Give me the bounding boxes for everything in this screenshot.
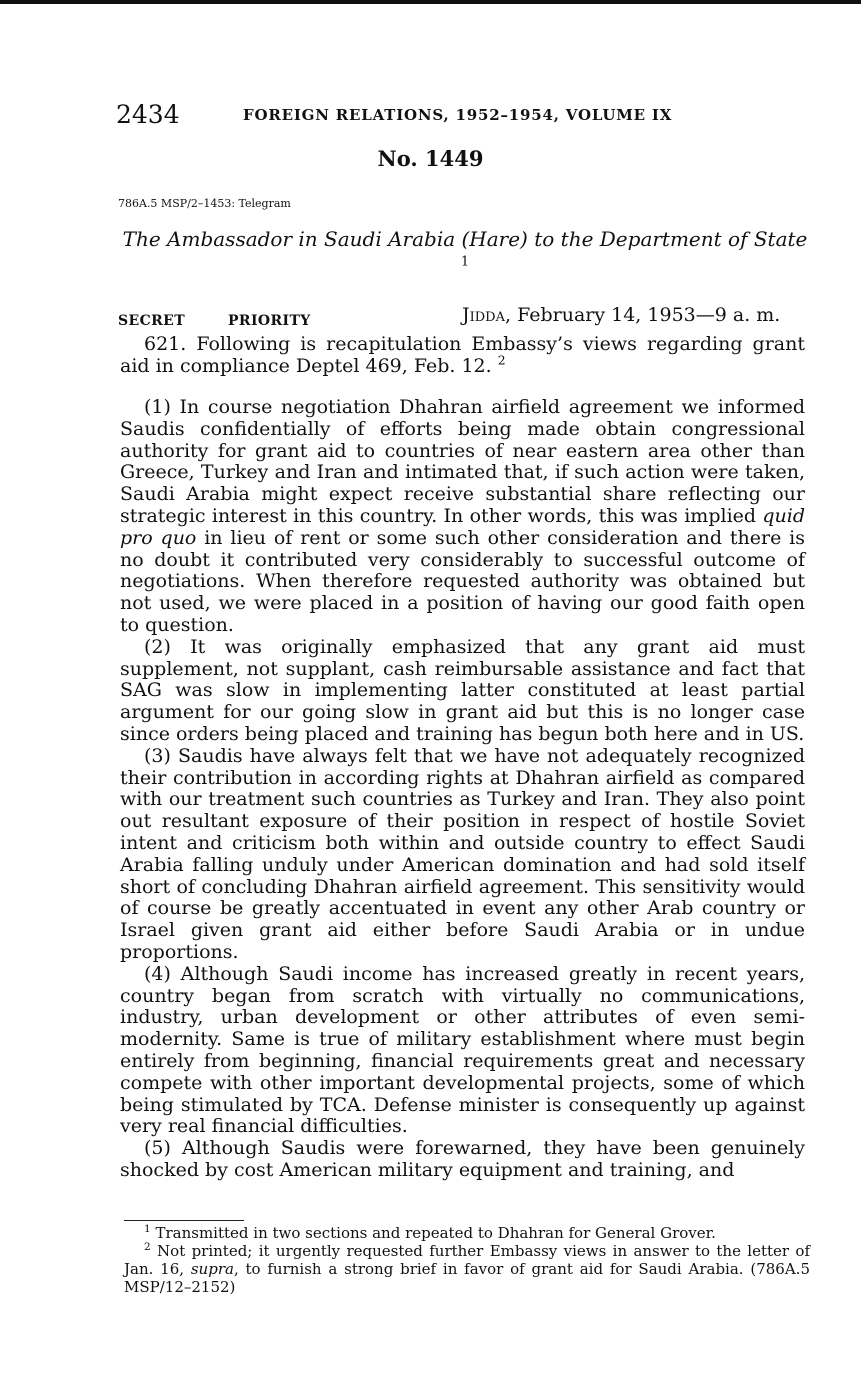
document-title-text: The Ambassador in Saudi Arabia (Hare) to the Department of State bbox=[122, 227, 808, 251]
paragraph-1-text-b: in lieu of rent or some such other consideration and there is no doubt it contributed very considerably to successful outcome of negotiations. When therefore requested authority was obtained but not used, we were placed in a position of having our good faith open to question. bbox=[120, 526, 805, 636]
paragraph-1-italic: quid pro quo bbox=[120, 504, 805, 549]
footnote-1 bbox=[124, 1224, 810, 1242]
document-title bbox=[120, 226, 810, 280]
priority-label: PRIORITY bbox=[228, 313, 311, 329]
paragraph-5: (5) Although Saudis were forewarned, they have been genuinely shocked by cost American military equipment and training, and bbox=[120, 1137, 805, 1181]
paragraph-2: (2) It was originally emphasized that any grant aid must supplement, not supplant, cash reimbursable assistance and fact that SAG was slow in implementing latter constituted at least partial argument for our going slow in grant aid but this is no longer case since orders being placed and training has begun both here and in US. bbox=[120, 635, 805, 745]
running-head: FOREIGN RELATIONS, 1952–1954, VOLUME IX bbox=[243, 106, 673, 124]
footnote-divider bbox=[124, 1220, 244, 1221]
classification-label: SECRET bbox=[118, 313, 186, 329]
paragraph-1-text-a: (1) In course negotiation Dhahran airfield agreement we informed Saudis confidentially of efforts being made obtain congressional authority for grant aid to countries of near eastern area other than Greece, Turkey and Iran and intimated that, if such action were taken, Saudi Arabia might expect receive substantial share reflecting our strategic interest in this country. In other words, this was implied bbox=[120, 396, 805, 527]
footnote-1-marker: 1 bbox=[144, 1223, 151, 1235]
footnote-2-text-a: Not printed; it urgently requested further Embassy views in answer to the letter of Jan. 16, bbox=[124, 1242, 811, 1278]
page-number: 2434 bbox=[116, 100, 180, 129]
footnote-1-text: Transmitted in two sections and repeated to Dhahran for General Grover. bbox=[155, 1224, 716, 1242]
dateline bbox=[462, 304, 780, 326]
dateline-date: , February 14, 1953—9 a. m. bbox=[505, 304, 781, 326]
intro-paragraph-block bbox=[120, 334, 805, 378]
paragraph-4: (4) Although Saudi income has increased greatly in recent years, country began from scratch with virtually no communications, industry, urban development or other attributes of even semi-modernity. Same is true of military establishment where must begin entirely from beginning, financial requirements great and necessary compete with other important developmental projects, some of which being stimulated by TCA. Defense minister is consequently up against very real financial difficulties. bbox=[120, 962, 805, 1138]
paragraph-3: (3) Saudis have always felt that we have not adequately recognized their contribution in according rights at Dhahran airfield as compared with our treatment such countries as Turkey and Iran. They also point out resultant exposure of their position in respect of hostile Soviet intent and criticism both within and outside country to effect Saudi Arabia falling unduly under American domination and had sold itself short of concluding Dhahran airfield agreement. This sensitivity would of course be greatly accentuated in event any other Arab country or Israel given grant aid either before Saudi Arabia or in undue proportions. bbox=[120, 744, 805, 963]
intro-paragraph bbox=[120, 334, 805, 378]
document-number: No. 1449 bbox=[377, 146, 484, 171]
dateline-place: Jidda bbox=[462, 304, 505, 326]
paragraph-1 bbox=[120, 397, 805, 637]
footnote-2-text-b: , to furnish a strong brief in favor of grant aid for Saudi Arabia. (786A.5 MSP/12–2152) bbox=[124, 1260, 810, 1296]
intro-footnote-marker: 2 bbox=[497, 353, 506, 368]
footnote-2 bbox=[124, 1242, 810, 1296]
intro-text: 621. Following is recapitulation Embassy’s views regarding grant aid in compliance Deptel 469, Feb. 12. bbox=[120, 333, 805, 377]
body-text bbox=[120, 397, 805, 1182]
source-note: 786A.5 MSP/2–1453: Telegram bbox=[118, 197, 291, 210]
footnote-2-marker: 2 bbox=[144, 1241, 151, 1253]
page-top-edge bbox=[0, 0, 861, 4]
title-footnote-marker: 1 bbox=[460, 254, 470, 270]
footnote-2-italic: supra bbox=[190, 1260, 234, 1278]
footnotes bbox=[124, 1224, 810, 1296]
